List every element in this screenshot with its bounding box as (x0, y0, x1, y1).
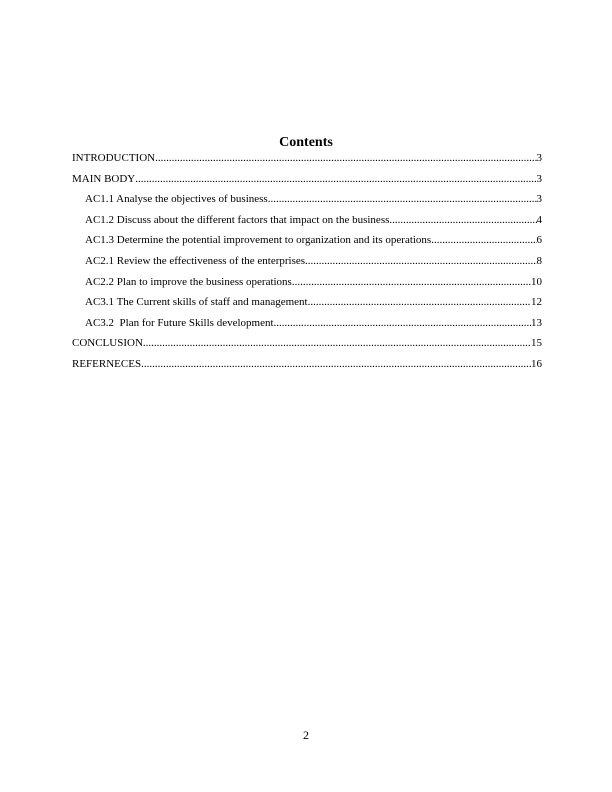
toc-dot-leader (143, 336, 531, 350)
toc-entry-ac1-2[interactable] (72, 212, 542, 233)
toc-entry-page-number: 15 (531, 337, 542, 350)
toc-entry-label: INTRODUCTION (72, 152, 156, 164)
toc-entry-conclusion[interactable] (72, 335, 542, 356)
toc-entry-page-number: 8 (536, 254, 542, 267)
toc-title: Contents (279, 135, 333, 150)
toc-dot-leader (308, 295, 531, 309)
toc-entry-page-number: 3 (536, 172, 542, 185)
toc-dot-leader (135, 172, 536, 186)
toc-entry-label: AC1.3 Determine the potential improvement to organization and its operations. (85, 234, 434, 247)
toc-entry-page-number: 3 (536, 152, 542, 164)
toc-entry-label: CONCLUSION (72, 337, 143, 350)
toc-entry-page-number: 10 (531, 275, 542, 288)
toc-entry-ac2-2[interactable] (72, 274, 542, 295)
toc-entry-page-number: 3 (536, 193, 542, 206)
toc-entry-label: AC3.1 The Current skills of staff and management (85, 296, 308, 309)
toc-entry-label: MAIN BODY (72, 172, 136, 185)
toc-dot-leader (292, 275, 531, 289)
toc-entry-label: AC1.1 Analyse the objectives of business (85, 193, 268, 206)
toc-entry-label: AC2.1 Review the effectiveness of the enterprises (85, 254, 306, 267)
page-number: 2 (303, 728, 309, 742)
toc-entry-page-number: 6 (536, 234, 542, 247)
table-of-contents (72, 150, 542, 377)
toc-entry-ac1-1[interactable] (72, 191, 542, 212)
toc-dot-leader (268, 192, 537, 206)
toc-entry-label: REFERNECES (72, 357, 142, 370)
toc-entry-ac1-3[interactable] (72, 232, 542, 253)
toc-dot-leader (389, 213, 536, 227)
toc-entry-page-number: 4 (536, 213, 542, 226)
toc-entry-ac3-2[interactable] (72, 315, 542, 336)
toc-dot-leader (305, 254, 536, 268)
toc-dot-leader (274, 316, 531, 330)
toc-dot-leader (155, 151, 536, 165)
toc-entry-page-number: 12 (531, 296, 542, 309)
toc-entry-label: AC3.2 Plan for Future Skills development (85, 316, 274, 329)
toc-entry-page-number: 16 (531, 357, 542, 370)
toc-entry-main-body[interactable] (72, 171, 542, 192)
toc-entry-references[interactable] (72, 356, 542, 377)
toc-entry-introduction[interactable] (72, 150, 542, 171)
toc-entry-ac3-1[interactable] (72, 294, 542, 315)
toc-entry-page-number: 13 (531, 316, 542, 329)
toc-entry-ac2-1[interactable] (72, 253, 542, 274)
toc-dot-leader (434, 233, 537, 247)
toc-entry-label: AC2.2 Plan to improve the business operations (85, 275, 292, 288)
toc-dot-leader (141, 357, 531, 371)
toc-entry-label: AC1.2 Discuss about the different factors that impact on the business (85, 213, 390, 226)
